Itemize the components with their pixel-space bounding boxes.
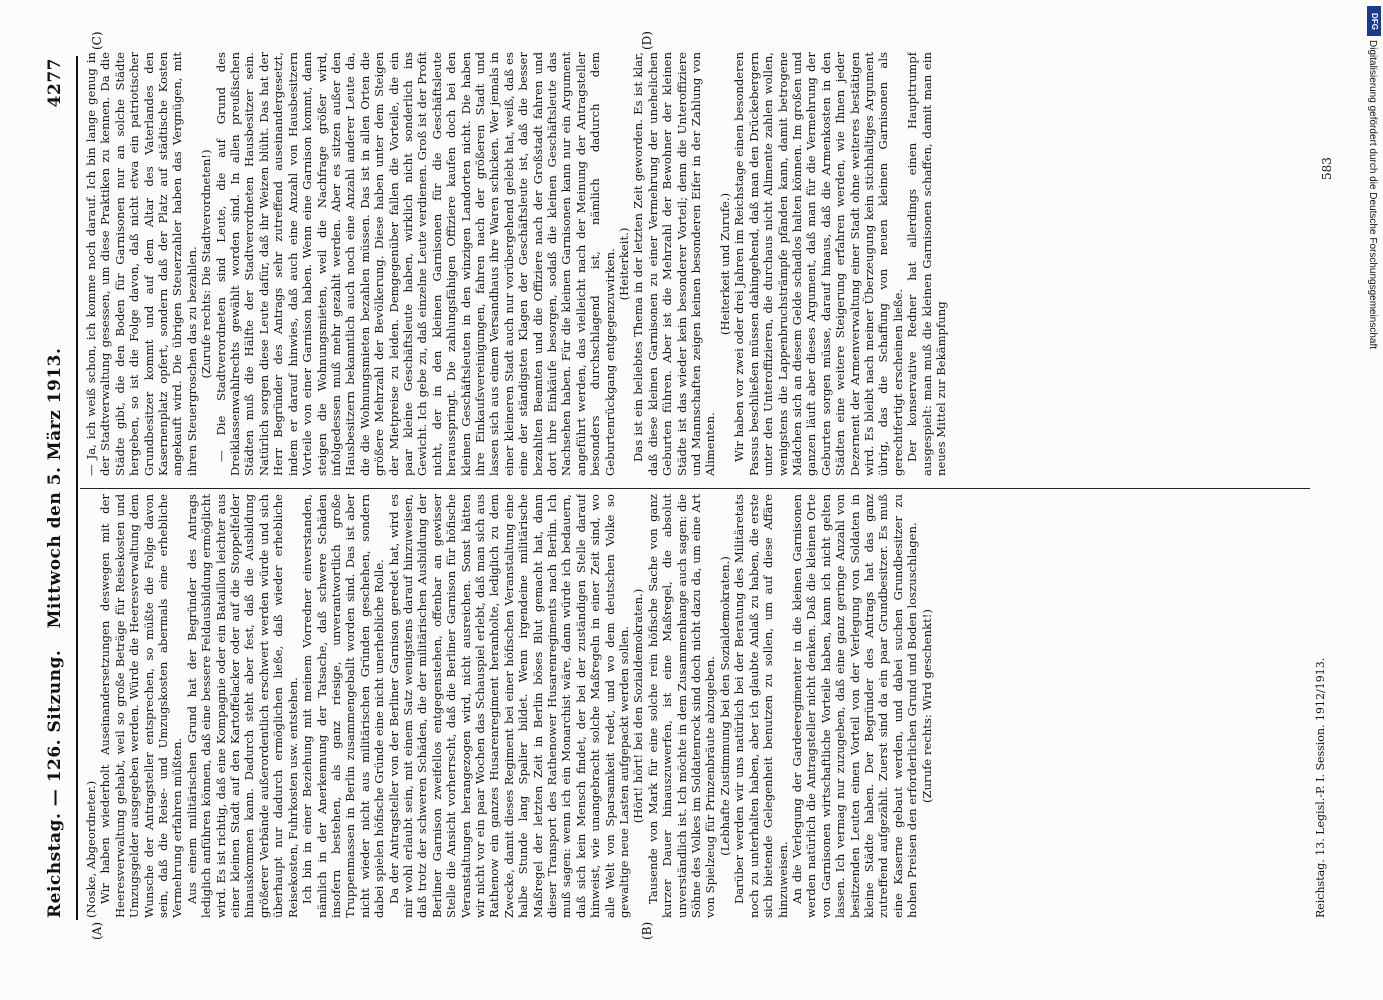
header-page-number: 4277 bbox=[45, 58, 65, 108]
interjection: (Zurufe rechts: Die Stadtverordneten!) bbox=[199, 149, 214, 379]
page-header bbox=[45, 58, 75, 918]
margin-mark-a: (A) bbox=[90, 921, 104, 940]
paragraph: Wir haben wiederholt Auseinandersetzungen deswegen mit der Heeresverwaltung gehabt, weil so große Beträge für Reisekosten und Umzugsgelder ausgegeben werden. Würde die Heeresverwaltung dem Wunsche der Antragsteller entsprechen, so müßte die Folge davon sein, daß die Reise- und Umzugskosten abermals eine erhebliche Vermehrung erfahren müßten. bbox=[98, 494, 185, 918]
paragraph: (Noske, Abgeordneter.) bbox=[84, 780, 98, 918]
interjection: (Lebhafte Zustimmung bei den Sozialdemokraten.) bbox=[717, 556, 732, 856]
dfg-logo bbox=[1367, 6, 1381, 36]
header-date: Mittwoch den 5. März 1913. bbox=[45, 347, 65, 629]
margin-mark-b: (B) bbox=[640, 921, 654, 940]
paragraph: — Ja, ich weiß schon, ich komme noch darauf. Ich bin lange genug in der Stadtverwaltung gesessen, um diese Praktiken zu kennen. Da die Städte gibt, die den Boden für Garnisonen nur an solche Städte hergeben, so ist die Folge davon, daß nicht etwa ein patriotischer Grundbesitzer kommt und auf dem Altar des Vaterlandes den Kasernenplatz opfert, sondern daß der Platz auf städtische Kosten angekauft wird. Die übrigen Steuerzahler haben das Vergnügen, mit ihren Steuergroschen das zu bezahlen. bbox=[84, 52, 199, 476]
paragraph: Aus einem militärischen Grund hat der Begründer des Antrags lediglich anführen können, daß eine bessere Feldausbildung ermöglicht wird. Es ist richtig, daß eine Kompagnie oder ein Bataillon leichter aus einer kleinen Stadt auf den Kartoffelacker oder auf die Stoppelfelder hinauskommen kann. Dadurch steht aber fest, daß die Ausbildung größerer Verbände außerordentlich erschwert werden würde und sich überhaupt nur dadurch ermöglichen ließe, daß wieder erhebliche Reisekosten, Fuhrkosten usw. entstehen. bbox=[184, 494, 300, 918]
paragraph: Der konservative Redner hat allerdings einen Haupttrumpf ausgespielt: man muß die kleinen Garnisonen schaffen, damit man ein neues Mittel zur Bekämpfung bbox=[905, 52, 948, 476]
interjection: (Hört! hört! bei den Sozialdemokraten.) bbox=[631, 588, 646, 824]
header-session: Reichstag. — 126. Sitzung. bbox=[45, 649, 65, 918]
left-text-column bbox=[84, 494, 1314, 918]
dfg-logo-text: DFG bbox=[1369, 12, 1379, 30]
paragraph: — Die Stadtverordneten sind Leute, die auf Grund des Dreiklassenwahlrechts gewählt worden sind. In allen preußischen Städten muß die Hälfte der Stadtverordneten Hausbesitzer sein. Natürlich sorgen diese Leute dafür, daß ihr Weizen blüht. Das hat der Herr Begründer des Antrags sehr zutreffend auseinandergesetzt, indem er darauf hinwies, daß auch eine Anzahl von Hausbesitzern Vorteile von einer Garnison haben. Wenn eine Garnison kommt, dann steigen die Wohnungsmieten, weil die Nachfrage größer wird, infolgedessen muß mehr gezahlt werden. Aber es sitzen außer den Hausbesitzern bekanntlich auch noch eine Anzahl anderer Leute da, die die Wohnungsmieten bezahlen müssen. Das ist in allen Orten die größere Mehrzahl der Bevölkerung. Diese haben unter dem Steigen der Mietpreise zu leiden. Demgegenüber fallen die Vorteile, die ein paar kleine Geschäftsleute haben, wirklich nicht sonderlich ins Gewicht. Ich gebe zu, daß einzelne Leute verdienen. Groß ist der Profit nicht, der in den kleinen Garnisonen für die Geschäftsleute herausspringt. Die zahlungsfähigen Offiziere kaufen doch bei den kleinen Geschäftsleuten in den winzigen Landorten nicht. Die haben ihre Einkaufsvereinigungen, fahren nach der größeren Stadt und lassen sich aus einem Versandhaus ihre Waren schicken. Wer jemals in einer kleineren Stadt auch nur vorübergehend gelebt hat, weiß, daß es eine der ständigsten Klagen der Geschäftsleute ist, daß die besser bezahlten Beamten und die Offiziere nach der Großstadt fahren und dort ihre Einkäufe besorgen, sodaß die kleinen Geschäftsleute das Nachsehen haben. Für die kleinen Garnisonen kann nur ein Argument angeführt werden, das vielleicht nach der Meinung der Antragsteller besonders durchschlagend ist, nämlich dadurch dem Geburtenrückgang entgegenzuwirken. bbox=[213, 52, 617, 476]
margin-mark-d: (D) bbox=[640, 31, 654, 50]
paragraph: Tausende von Mark für eine solche rein höfische Sache von ganz kurzer Dauer hinauszuwerfen, ist eine Maßregel, die absolut unverständlich ist. Ich möchte in dem Zusammenhange auch sagen: die Söhne des Volkes im Soldatenrock sind doch nicht dazu da, um eine Art von Spielzeug für Prinzenbräute abzugeben. bbox=[645, 494, 718, 918]
margin-mark-c: (C) bbox=[90, 31, 104, 50]
interjection: (Heiterkeit und Zurufe.) bbox=[717, 192, 732, 336]
paragraph: Darüber werden wir uns natürlich bei der Beratung des Militäretats noch zu unterhalten haben, aber ich glaubte Anlaß zu haben, die erste sich bietende Gelegenheit benutzen zu sollen, um auf diese Affäre hinzuweisen. bbox=[732, 494, 790, 918]
digitization-note: Digitalisierung gefördert durch die Deutsche Forschungsgemeinschaft bbox=[1367, 40, 1378, 350]
footer-page-number: 583 bbox=[1320, 157, 1334, 180]
paragraph: Da der Antragsteller von der Berliner Garnison geredet hat, wird es mir wohl erlaubt sein, mit einem Satz wenigstens darauf hinzuweisen, daß trotz der schweren Schäden, die der militärischen Ausbildung der Berliner Garnison zweifellos entgegenstehen, offenbar an gewisser Stelle die Ansicht vorherrscht, daß die Berliner Garnison für höfische Veranstaltungen herangezogen wird, nicht ausreichen. Sonst hätten wir nicht vor ein paar Wochen das Schauspiel erlebt, daß man sich aus Rathenow ein ganzes Husarenregiment heranholte, lediglich zu dem Zwecke, damit dieses Regiment bei einer höfischen Veranstaltung eine halbe Stunde lang Spalier bildet. Wenn irgendeine militärische Maßregel der letzten Zeit in Berlin böses Blut gemacht hat, dann dieser Transport des Rathenower Husarenregiments nach Berlin. Ich muß sagen: wenn ich ein Monarchist wäre, dann würde ich bedauern, daß sich kein Mensch findet, der bei der zuständigen Stelle darauf hinweist, wie unangebracht solche Maßregeln in einer Zeit sind, wo alle Welt von Sparsamkeit redet, und wo dem deutschen Volke so gewaltige neue Lasten aufgepackt werden sollen. bbox=[386, 494, 632, 918]
paragraph: An die Verlegung der Gardeeregimenter in die kleinen Garnisonen werden natürlich die Antragsteller nicht denken. Daß die kleinen Orte von Garnisonen wirtschaftliche Vorteile haben, kann ich nicht gelten lassen. Ich vermag nur zuzugeben, daß eine ganz geringe Anzahl von besitzenden Leuten einen Vorteil von der Verlegung von Soldaten in kleine Städte haben. Der Begründer des Antrags hat das ganz zutreffend aufgezählt. Zuerst sind da ein paar Grundbesitzer. Es muß eine Kaserne gebaut werden, und dabei suchen Grundbesitzer zu hohen Preisen den erforderlichen Grund und Boden loszuschlagen. bbox=[789, 494, 920, 918]
paragraph: Ich bin in einer Beziehung mit meinem Vorredner einverstanden, nämlich in der Anerkennung der Tatsache, daß schwere Schäden insofern bestehen, als ganz riesige, unverantwortlich große Truppenmassen in Berlin zusammengeballt worden sind. Das ist aber nicht wieder nicht aus militärischen Gründen geschehen, sondern dabei spielen höfische Gründe eine nicht unerhebliche Rolle. bbox=[300, 494, 387, 918]
paragraph: Wir haben vor zwei oder drei Jahren im Reichstage einen besonderen Passus beschließen müssen dahingehend, daß man den Drückebergern unter den Unteroffizieren, die durchaus nicht Alimente zahlen wollen, wenigstens die Lappenbruchsträmpfe pfänden kann, damit betrogene Mädchen sich an diesem Gelde schadlos halten können. Im großen und ganzen läuft aber dieses Argument, daß man für die Vermehrung der Geburten sorgen müsse, darauf hinaus, daß die Armenkosten in den Städten eine weitere Steigerung erfahren werden, wie Ihnen jeder Dezernent der Armenverwaltung einer Stadt ohne weiteres bestätigen wird. Es bleibt nach meiner Überzeugung kein stichhaltiges Argument übrig, das die Schaffung von neuen kleinen Garnisonen als gerechtfertigt erscheinen ließe. bbox=[732, 52, 905, 476]
page-footer: Reichstag. 13. Legisl.-P. I. Session. 1912/1913. bbox=[1314, 657, 1327, 918]
column-divider bbox=[80, 488, 1310, 489]
interjection: (Zurufe rechts: Wird geschenkt!) bbox=[919, 609, 934, 803]
paragraph: Das ist ein beliebtes Thema in der letzten Zeit geworden. Es ist klar, daß diese kleinen Garnisonen zu einer Vermehrung der unehelichen Geburten führen. Aber ist die Mehrzahl der Bewohner der kleinen Städte ist das wieder kein besonderer Vorteil; denn die Unteroffiziere und Mannschaften zeigen keinen besonderen Eifer in der Zahlung von Alimenten. bbox=[631, 52, 718, 476]
header-rule bbox=[76, 56, 78, 920]
right-text-column bbox=[84, 52, 1314, 476]
interjection: (Heiterkeit.) bbox=[617, 227, 632, 301]
